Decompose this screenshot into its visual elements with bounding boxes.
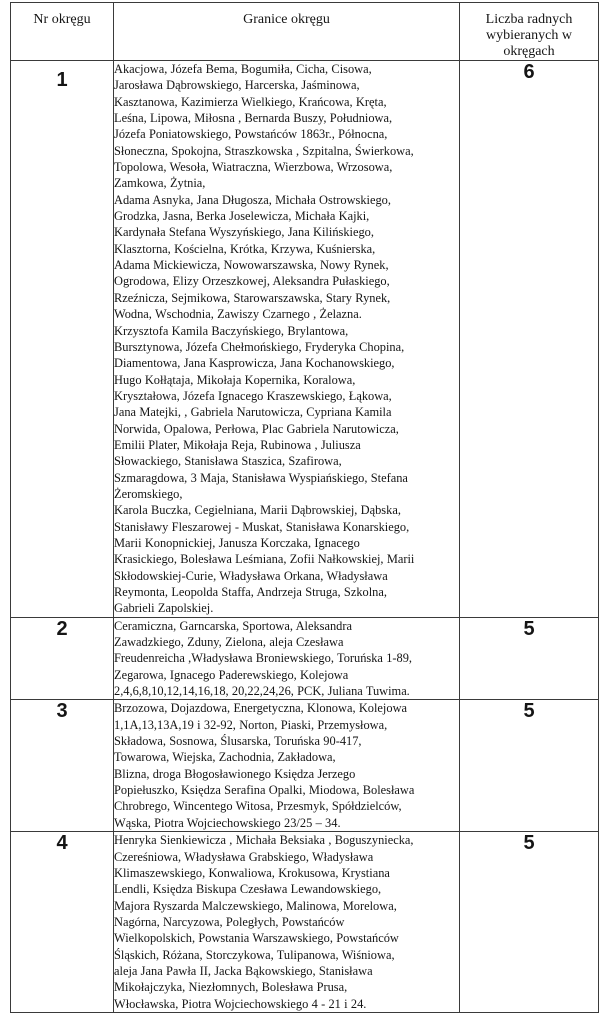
street-list-line: Brzozowa, Dojazdowa, Energetyczna, Klonowa, Kolejowa <box>114 701 408 716</box>
street-list-line: Wąska, Piotra Wojciechowskiego 23/25 – 34. <box>114 815 341 830</box>
street-list-line: Rzeźnicza, Sejmikowa, Starowarszawska, Stary Rynek, <box>114 290 391 305</box>
district-seats: 6 <box>460 61 599 618</box>
district-number: 3 <box>11 700 114 832</box>
district-streets <box>114 617 460 700</box>
street-list-line: Emilii Plater, Mikołaja Reja, Rubinowa , Juliusza <box>114 437 361 452</box>
table-row <box>11 617 599 700</box>
street-list-line: Reymonta, Leopolda Staffa, Andrzeja Struga, Szkolna, <box>114 585 387 599</box>
street-list-line: Słowackiego, Stanisława Staszica, Szafirowa, <box>114 454 342 469</box>
street-list-line: Kardynała Stefana Wyszyńskiego, Jana Kilińskiego, <box>114 225 374 240</box>
street-list-line: Zamkowa, Żytnia, <box>114 176 206 191</box>
district-seats: 5 <box>460 700 599 832</box>
district-number: 4 <box>11 832 114 1013</box>
street-list-line: Adama Asnyka, Jana Długosza, Michała Ostrowskiego, <box>114 192 391 207</box>
street-list-line: Stanisławy Fleszarowej - Muskat, Stanisława Konarskiego, <box>114 519 410 534</box>
street-list-line: Ogrodowa, Elizy Orzeszkowej, Aleksandra Pułaskiego, <box>114 274 390 289</box>
street-list-line: Żeromskiego, <box>114 486 183 501</box>
street-list-line: Józefa Poniatowskiego, Powstańców 1863r., Północna, <box>114 127 388 142</box>
district-number: 1 <box>11 61 114 618</box>
street-list-line: Krzysztofa Kamila Baczyńskiego, Brylantowa, <box>114 323 349 338</box>
district-streets <box>114 700 460 832</box>
street-list-line: Skłodowskiej-Curie, Władysława Orkana, Władysława <box>114 568 388 583</box>
street-list-line: Ceramiczna, Garncarska, Sportowa, Aleksandra <box>114 618 352 633</box>
district-streets <box>114 832 460 1013</box>
street-list-line: Zawadzkiego, Zduny, Zielona, aleja Czesława <box>114 635 344 650</box>
street-list-line: Składowa, Sosnowa, Ślusarska, Toruńska 90-417, <box>114 734 362 749</box>
street-list-line: Gabrieli Zapolskiej. <box>114 601 214 616</box>
street-list-line: 1,1A,13,13A,19 i 32-92, Norton, Piaski, Przemysłowa, <box>114 717 388 732</box>
street-list-line: Akacjowa, Józefa Bema, Bogumiła, Cicha, Cisowa, <box>114 62 372 76</box>
street-list-line: Mikołajczyka, Niezłomnych, Bolesława Prusa, <box>114 980 348 995</box>
street-list-line: aleja Jana Pawła II, Jacka Bąkowskiego, Stanisława <box>114 963 373 978</box>
street-list-line: Blizna, droga Błogosławionego Księdza Jerzego <box>114 766 356 781</box>
district-seats: 5 <box>460 832 599 1013</box>
header-district-borders: Granice okręgu <box>114 3 460 61</box>
street-list-line: Klimaszewskiego, Konwaliowa, Krokusowa, Krystiana <box>114 865 390 880</box>
street-list-line: Freudenreicha ,Władysława Broniewskiego, Toruńska 1-89, <box>114 651 413 666</box>
street-list-line: Nagórna, Narcyzowa, Poległych, Powstańców <box>114 914 345 929</box>
street-list-line: Jana Matejki, , Gabriela Narutowicza, Cypriana Kamila <box>114 405 392 420</box>
street-list-line: Diamentowa, Jana Kasprowicza, Jana Kochanowskiego, <box>114 356 395 371</box>
street-list-line: Adama Mickiewicza, Nowowarszawska, Nowy Rynek, <box>114 258 389 273</box>
street-list-line: Wielkopolskich, Powstania Warszawskiego, Powstańców <box>114 931 399 946</box>
street-list-line: Norwida, Opalowa, Perłowa, Plac Gabriela Narutowicza, <box>114 421 399 436</box>
street-list-line: Leśna, Lipowa, Miłosna , Bernarda Buszy, Południowa, <box>114 111 393 126</box>
street-list-line: Wodna, Wschodnia, Zawiszy Czarnego , Żelazna. <box>114 307 362 322</box>
district-seats: 5 <box>460 617 599 700</box>
street-list-line: Chrobrego, Wincentego Witosa, Przesmyk, Spółdzielców, <box>114 799 402 814</box>
street-list-line: Lendli, Księdza Biskupa Czesława Lewandowskiego, <box>114 882 382 897</box>
street-list-line: 2,4,6,8,10,12,14,16,18, 20,22,24,26, PCK, Juliana Tuwima. <box>114 684 410 699</box>
header-councillors-count: Liczba radnych wybieranych w okręgach <box>460 3 599 61</box>
street-list-line: Popiełuszko, Księdza Serafina Opalki, Miodowa, Bolesława <box>114 783 415 798</box>
table-row <box>11 700 599 832</box>
street-list-line: Bursztynowa, Józefa Chełmońskiego, Fryderyka Chopina, <box>114 339 405 354</box>
district-streets <box>114 61 460 618</box>
street-list-line: Majora Ryszarda Malczewskiego, Malinowa, Morelowa, <box>114 898 397 913</box>
street-list-line: Zegarowa, Ignacego Paderewskiego, Kolejowa <box>114 667 349 682</box>
street-list-line: Kasztanowa, Kazimierza Wielkiego, Krańcowa, Kręta, <box>114 94 387 109</box>
street-list-line: Karola Buczka, Cegielniana, Marii Dąbrowskiej, Dąbska, <box>114 503 401 518</box>
street-list-line: Towarowa, Wiejska, Zachodnia, Zakładowa, <box>114 750 336 765</box>
street-list-line: Klasztorna, Kościelna, Krótka, Krzywa, Kuśnierska, <box>114 241 376 256</box>
street-list-line: Jarosława Dąbrowskiego, Harcerska, Jaśminowa, <box>114 78 360 93</box>
street-list-line: Szmaragdowa, 3 Maja, Stanisława Wyspiańskiego, Stefana <box>114 470 408 485</box>
street-list-line: Włocławska, Piotra Wojciechowskiego 4 - 21 i 24. <box>114 996 367 1011</box>
street-list-line: Śląskich, Różana, Storczykowa, Tulipanowa, Wiśniowa, <box>114 947 395 962</box>
electoral-districts-table <box>10 2 599 1013</box>
street-list-line: Krasickiego, Bolesława Leśmiana, Zofii Nałkowskiej, Marii <box>114 552 415 567</box>
street-list-line: Topolowa, Wesoła, Wiatraczna, Wierzbowa, Wrzosowa, <box>114 160 393 175</box>
table-row <box>11 61 599 618</box>
district-number: 2 <box>11 617 114 700</box>
street-list-line: Czereśniowa, Władysława Grabskiego, Władysława <box>114 849 374 864</box>
street-list-line: Kryształowa, Józefa Ignacego Kraszewskiego, Łąkowa, <box>114 388 392 403</box>
header-district-number: Nr okręgu <box>11 3 114 61</box>
street-list-line: Grodzka, Jasna, Berka Joselewicza, Michała Kajki, <box>114 209 370 224</box>
street-list-line: Słoneczna, Spokojna, Straszkowska , Szpitalna, Świerkowa, <box>114 143 414 158</box>
street-list-line: Henryka Sienkiewicza , Michała Beksiaka , Boguszyniecka, <box>114 833 414 848</box>
street-list-line: Marii Konopnickiej, Janusza Korczaka, Ignacego <box>114 535 360 550</box>
table-header-row <box>11 3 599 61</box>
street-list-line: Hugo Kołłątaja, Mikołaja Kopernika, Koralowa, <box>114 372 356 387</box>
table-row <box>11 832 599 1013</box>
